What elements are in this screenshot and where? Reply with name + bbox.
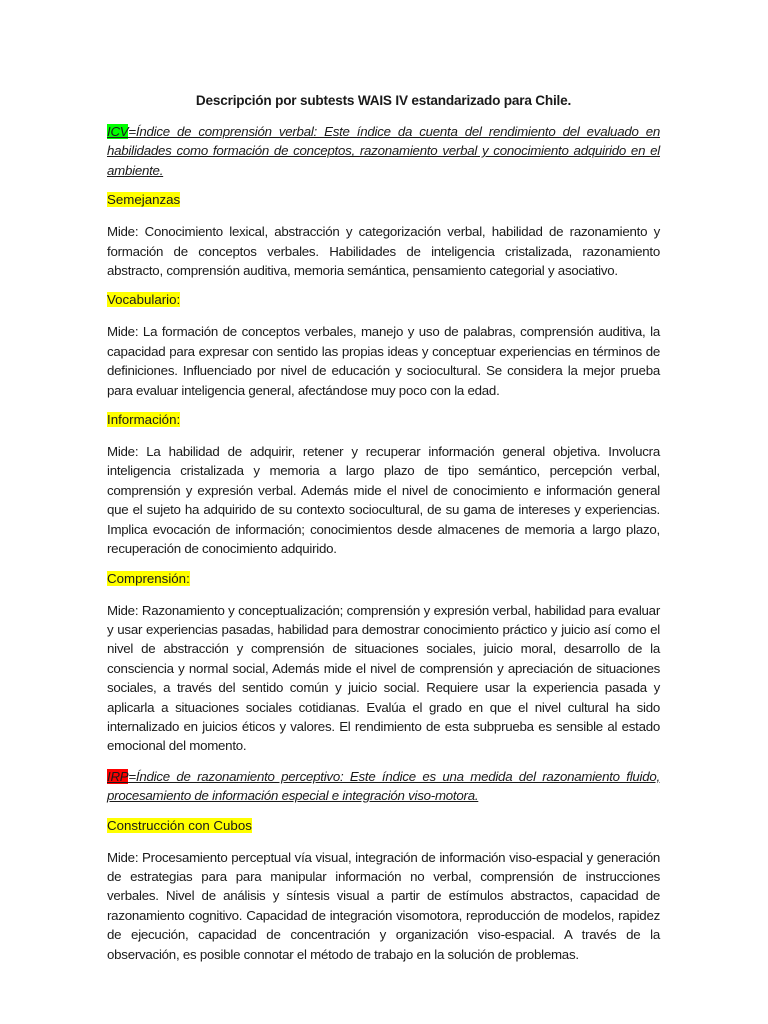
cubos-text: Mide: Procesamiento perceptual vía visual, integración de información viso-espacial y generación de estrategias para para manipular información no verbal, comprensión de instrucciones verbales. Nivel de análisis y síntesis visual a partir de estímulos abstractos, capacidad de razonamiento cognitivo. Capacidad de integración visomotora, reproducción de modelos, rapidez de ejecución, capacidad de concentración y organización viso-espacial. A través de la observación, es posible connotar el método de trabajo en la solución de problemas. [107, 849, 660, 962]
cubos-heading [107, 817, 660, 835]
comprension-heading-text: Comprensión: [107, 570, 190, 586]
semejanzas-text: Mide: Conocimiento lexical, abstracción y categorización verbal, habilidad de razonamiento y formación de conceptos verbales. Habilidades de inteligencia cristalizada, razonamiento abstracto, comprensión auditiva, memoria semántica, pensamiento categorial y asociativo. [107, 224, 660, 279]
document-content [107, 92, 660, 975]
icv-text: =Índice de comprensión verbal: Este índice da cuenta del rendimiento del evaluado en habilidades como formación de conceptos, razonamiento verbal y conocimiento adquirido en el ambiente. [107, 124, 660, 178]
vocabulario-heading [107, 291, 660, 309]
document-title: Descripción por subtests WAIS IV estandarizado para Chile. [195, 93, 572, 108]
informacion-heading-text: Información: [107, 412, 181, 428]
irp-text: =Índice de razonamiento perceptivo: Este índice es una medida del razonamiento fluido, procesamiento de información especial e integración viso-motora. [107, 768, 660, 804]
semejanzas-heading-text: Semejanzas [107, 192, 181, 208]
icv-tag: ICV [107, 124, 129, 139]
informacion-text: Mide: La habilidad de adquirir, retener y recuperar información general objetiva. Involucra inteligencia cristalizada y memoria a largo plazo de tipo semántico, percepción verbal, comprensión y expresión verbal. Además mide el nivel de conocimiento e información general que el sujeto ha adquirido de su contexto sociocultural, de su gama de intereses y experiencias. Implica evocación de información; conocimientos desde almacenes de memoria a largo plazo, recuperación de conocimiento adquirido. [107, 444, 660, 557]
vocabulario-text: Mide: La formación de conceptos verbales, manejo y uso de palabras, comprensión auditiva, la capacidad para expresar con sentido las propias ideas y conceptuar experiencias en términos de definiciones. Influenciado por nivel de educación y sociocultural. Se considera la mejor prueba para evaluar inteligencia general, afectándose muy poco con la edad. [107, 324, 660, 398]
comprension-text: Mide: Razonamiento y conceptualización; comprensión y expresión verbal, habilidad para evaluar y usar experiencias pasadas, habilidad para demostrar conocimiento práctico y juicio así como el nivel de abstracción y comprensión de situaciones sociales, juicio moral, desarrollo de la consciencia y normal social, Además mide el nivel de comprensión y apreciación de situaciones sociales, a través del sentido común y juicio social. Requiere usar la experiencia pasada y aplicarla a situaciones sociales cotidianas. Evalúa el grado en que el nivel cultural ha sido internalizado en juicios éticos y valores. El rendimiento de esta subprueba es sensible al estado emocional del momento. [107, 602, 660, 754]
semejanzas-heading [107, 191, 660, 209]
comprension-heading [107, 570, 660, 588]
icv-definition [107, 122, 660, 180]
irp-definition [107, 767, 660, 806]
irp-tag: IRP [107, 768, 129, 784]
cubos-heading-text: Construcción con Cubos [107, 817, 252, 833]
vocabulario-heading-text: Vocabulario: [107, 292, 181, 308]
informacion-heading [107, 411, 660, 429]
